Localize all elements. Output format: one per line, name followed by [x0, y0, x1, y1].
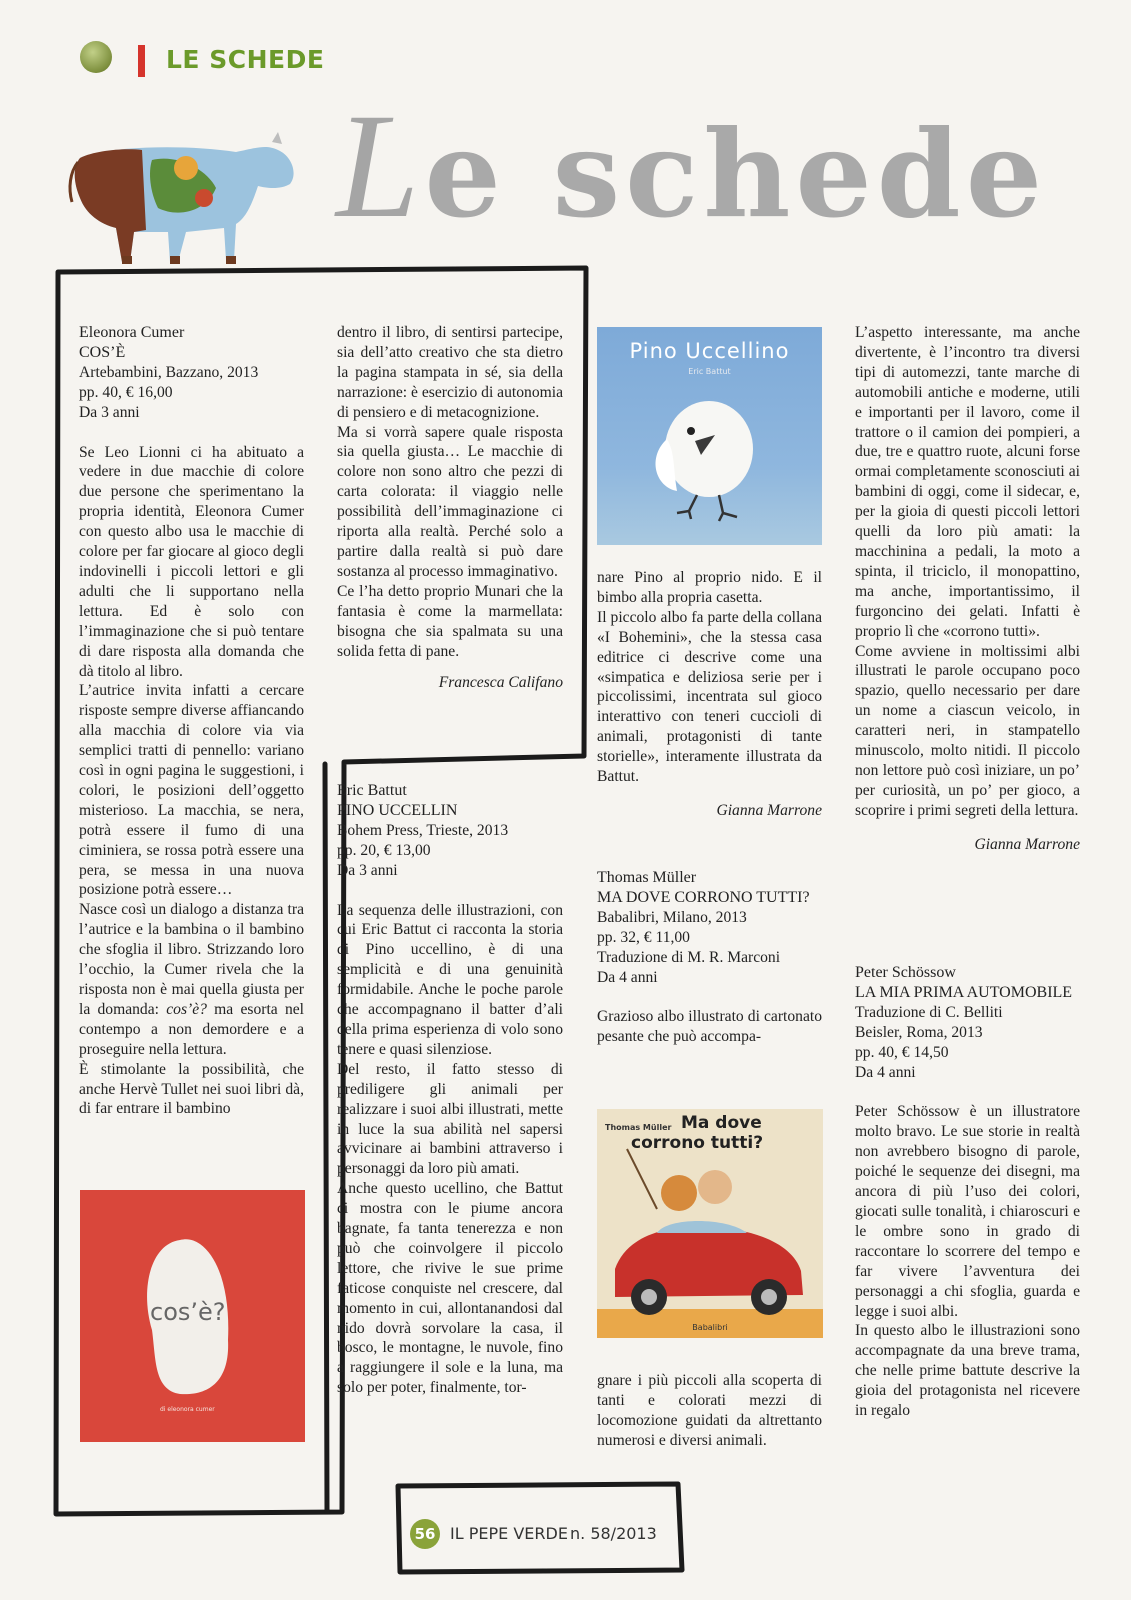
review-title: PINO UCCELLIN	[337, 801, 458, 819]
review-paragraph: Il piccolo albo fa parte della collana «I Bohemini», che la stessa casa editrice ci descrive come una «simpatica e deliziosa serie per i piccolissimi, incentrata sul gioco interattivo con teneri cuccioli di animali, protagonisti di tante storielle», interamente illustrata da Battut.	[597, 608, 822, 786]
review-title: COS’È	[79, 343, 126, 361]
title-rest: e schede	[424, 104, 1048, 245]
page-number: 56	[410, 1519, 440, 1549]
review-paragraph: Peter Schössow è un illustratore molto bravo. Le sue storie in realtà non avrebbero bisogno di parole, poiché le sequenze dei disegni, ma ancora di più l’uso dei colori, giocati sulle tonalità, i chiaroscuri e le ombre sono in grado di raccontare lo scorrere del tempo e far vivere l’avventura dei personaggi a chi sfoglia, guarda e legge i suoi albi.	[855, 1103, 1080, 1320]
review-title: MA DOVE CORRONO TUTTI?	[597, 888, 810, 906]
review-title: LA MIA PRIMA AUTOMOBILE	[855, 983, 1073, 1001]
review-pages-price: pp. 40, € 14,50	[855, 1043, 949, 1061]
review-paragraph: nare Pino al proprio nido. E il bimbo alla propria casetta.	[597, 569, 822, 606]
review-signature: Francesca Califano	[438, 674, 563, 692]
review-paragraph: Del resto, il fatto stesso di prediligere gli animali per realizzare i suoi albi illustrati, mette in luce la sua abilità nel sapersi avvicinare ai bambini attraverso i personaggi da loro più amati.	[337, 1060, 563, 1178]
review-publisher: Babalibri, Milano, 2013	[597, 908, 747, 926]
review-translation: Traduzione di M. R. Marconi	[597, 948, 781, 966]
review-age: Da 4 anni	[597, 968, 658, 986]
review-translation: Traduzione di C. Belliti	[855, 1003, 1003, 1021]
review-age: Da 3 anni	[79, 403, 140, 421]
review-ma-dove-corrono-tutti	[597, 868, 822, 1047]
frame-inner-rule	[325, 764, 327, 1512]
cover-title: Ma dove	[681, 1113, 762, 1133]
book-cover-ma-dove-corrono-tutti	[597, 1109, 823, 1338]
cover-title: corrono tutti?	[631, 1133, 764, 1153]
publication-name: IL PEPE VERDE	[450, 1524, 568, 1543]
review-paragraph: gnare i più piccoli alla scoperta di tanti e colorati mezzi di locomozione guidati da altrettanto numerosi e diversi animali.	[597, 1372, 822, 1449]
review-paragraph: L’aspetto interessante, ma anche divertente, è l’incontro tra diversi tipi di automezzi, tante marche di automobili antiche e moderne, utili e importanti per il lavoro, come il trattore o il camion dei pompieri, a due, tre e quattro ruote, alcuni forse ormai completamente sconosciuti ai bambini di oggi, come il sidecar, e, per la gioia di questi piccoli lettori quelli da loro più amati: la macchinina a pedali, la moto a spinta, il triciclo, il monopattino, ma anche, importantissimo, il furgoncino dei gelati. Infatti è proprio lì che «corrono tutti».	[855, 324, 1080, 640]
review-pages-price: pp. 40, € 16,00	[79, 383, 173, 401]
review-publisher: Bohem Press, Trieste, 2013	[337, 821, 509, 839]
review-la-mia-prima-automobile	[855, 963, 1080, 1421]
title-initial: L	[336, 83, 425, 249]
cover-title: cos’è?	[150, 1298, 226, 1326]
review-age: Da 3 anni	[337, 861, 398, 879]
review-author: Thomas Müller	[597, 869, 697, 886]
review-paragraph: In questo albo le illustrazioni sono accompagnate da una breve trama, che nelle prime battute descrive la gioia del protagonista nel ricevere in regalo	[855, 1322, 1080, 1420]
review-paragraph: Ce l’ha detto proprio Munari che la fantasia è come la marmellata: bisogna che sia spalmata su una solida fetta di pane.	[337, 582, 563, 660]
review-pages-price: pp. 32, € 11,00	[597, 928, 690, 946]
review-paragraph: Se Leo Lionni ci ha abituato a vedere in due macchie di colore due persone che sperimentano la propria identità, Eleonora Cumer con questo albo usa le macchie di colore per far giocare al gioco degli indovinelli i piccoli lettori e gli adulti che li supportano nella lettura. Ed è solo con l’immaginazione che si può tentare di dare risposta alla domanda che dà titolo al libro.	[79, 443, 304, 680]
review-author: Peter Schössow	[855, 964, 956, 981]
review-paragraph: La sequenza delle illustrazioni, con cui Eric Battut ci racconta la storia di Pino uccellino, è di una semplicità e di una genuinità formidabile. Anche le poche parole che accompagnano il batter d’ali della prima esperienza di volo sono tenere e quasi silenziose.	[337, 901, 563, 1058]
review-pino-uccellin	[337, 781, 563, 1398]
car-icon	[597, 1149, 823, 1338]
review-age: Da 4 anni	[855, 1063, 916, 1081]
review-paragraph: L’autrice invita infatti a cercare risposte sempre diverse affiancando alla macchia di colore via via semplici tratti di pennello: variano così in ogni pagina le suggestioni, i colori, le posizioni dell’oggetto misterioso. La macchia, se nera, potrà essere il fumo di una ciminiera, se rossa potrà essere una pera, se messa in una nuova posizione potrà essere…	[79, 682, 304, 899]
review-paragraph: È stimolante la possibilità, che anche Hervè Tullet nei suoi libri dà, di far entrare il bambino	[79, 1060, 304, 1118]
review-paragraph: dentro il libro, di sentirsi partecipe, sia dell’atto creativo che sta dietro la pagina stampata in sé, sia della narrazione: è esercizio di autonomia di pensiero e di metacognizione.	[337, 324, 564, 421]
book-cover-cose	[80, 1190, 305, 1442]
review-paragraph: Nasce così un dialogo a distanza tra l’autrice e la bambina o il bambino che sfoglia il libro. Strizzando loro l’occhio, la Cumer rivela che la risposta non è mai quella giusta per la domanda: cos’è? ma esorta nel contempo a non demordere e a proseguire nella lettura.	[79, 901, 304, 1058]
cover-author: di eleonora cumer	[160, 1406, 215, 1413]
cover-publisher: Babalibri	[692, 1323, 728, 1332]
review-paragraph: Grazioso albo illustrato di cartonato pesante che può accompa-	[597, 1008, 822, 1046]
review-paragraph: Ma si vorrà sapere quale risposta sia quella giusta… Le macchie di colore non sono altro che pezzi di carta colorata: il viaggio nelle possibilità dell’immaginazione ci riporta alla realtà. Perché solo a partire dalla realtà si può dare sostanza al processo immaginativo.	[337, 423, 563, 580]
review-publisher: Artebambini, Bazzano, 2013	[79, 363, 259, 381]
review-author: Eleonora Cumer	[79, 324, 185, 341]
review-cose-continued	[337, 323, 563, 693]
bird-icon	[656, 401, 753, 521]
issue-number: n. 58/2013	[570, 1524, 657, 1543]
cover-author: Eric Battut	[688, 367, 731, 376]
review-author: Eric Battut	[337, 782, 407, 799]
review-pino-uccellin-continued	[597, 568, 822, 821]
review-cose	[79, 323, 304, 1119]
review-paragraph: Come avviene in moltissimi albi illustrati le parole occupano poco spazio, quello necessario per dare un nome a ciascun veicolo, in caratteri neri, in stampatello minuscolo, molto nitidi. Il piccolo non lettore può così iniziare, un po’ per curiosità, un po’ per gioco, a scoprire i primi segreti della lettura.	[855, 642, 1080, 819]
review-signature: Gianna Marrone	[716, 801, 822, 819]
section-label: LE SCHEDE	[166, 45, 325, 74]
cover-author: Thomas Müller	[605, 1123, 672, 1132]
review-paragraph: Anche questo ucellino, che Battut ci mostra con le piume ancora bagnate, fa tanta tenerezza e non può che coinvolgere il piccolo lettore, che rivive le sue prime faticose conquiste nel crescere, dal momento in cui, allontanandosi dal nido dovrà sorvolare la casa, il bosco, le montagne, le nuvole, fino a raggiungere il sole e la luna, ma solo per poter, finalmente, tor-	[337, 1180, 563, 1397]
review-signature: Gianna Marrone	[974, 835, 1080, 853]
review-ma-dove-continued	[597, 1371, 822, 1451]
book-cover-pino-uccellino	[597, 327, 822, 545]
review-ma-dove-continued-2	[855, 323, 1080, 855]
cover-title: Pino Uccellino	[629, 339, 790, 363]
review-publisher: Beisler, Roma, 2013	[855, 1023, 983, 1041]
review-pages-price: pp. 20, € 13,00	[337, 841, 431, 859]
